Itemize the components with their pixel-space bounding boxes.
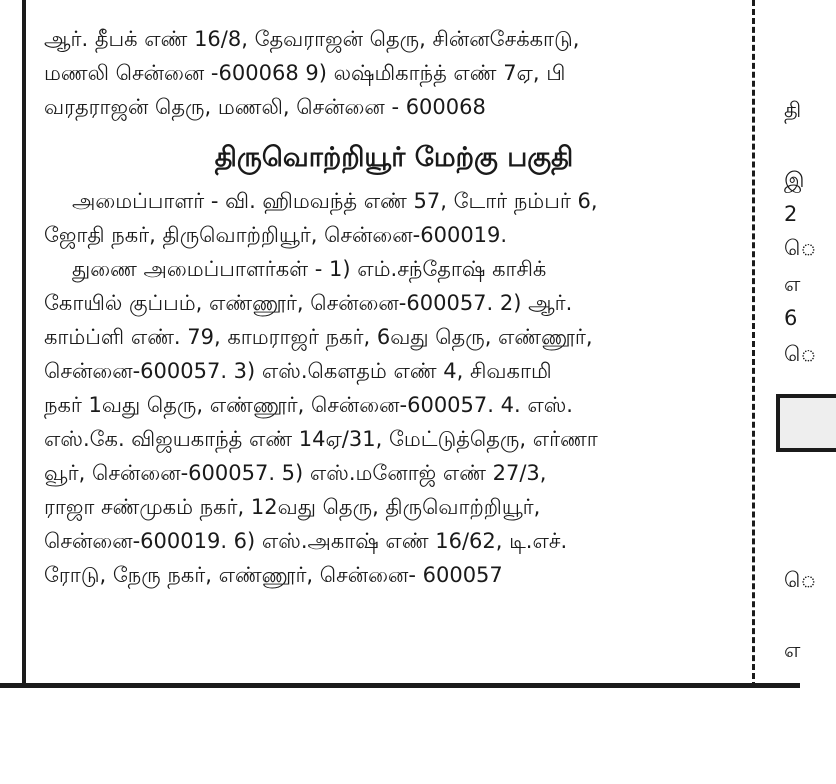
article-line: அமைப்பாளர் - வி. ஹிமவந்த் எண் 57, டோர் நம்பர் 6, xyxy=(72,189,598,213)
article-line: கோயில் குப்பம், எண்ணூர், சென்னை-600057. 2) ஆர். xyxy=(44,291,573,315)
cut-off-glyph: 6 xyxy=(784,306,798,330)
cut-off-glyph: ெ xyxy=(784,236,817,260)
article-line: ரோடு, நேரு நகர், எண்ணூர், சென்னை- 600057 xyxy=(44,563,503,587)
cut-off-glyph: ெ xyxy=(784,568,817,592)
article-line: எஸ்.கே. விஜயகாந்த் எண் 14ஏ/31, மேட்டுத்தெரு, எர்ணா xyxy=(44,427,598,451)
column-divider-dashed xyxy=(752,0,755,688)
article-line: மணலி சென்னை -600068 9) லஷ்மிகாந்த் எண் 7ஏ, பி xyxy=(44,61,566,85)
article-line: ஜோதி நகர், திருவொற்றியூர், சென்னை-600019. xyxy=(44,223,508,247)
cut-off-text-line xyxy=(44,6,744,22)
article-line: வரதராஜன் தெரு, மணலி, சென்னை - 600068 xyxy=(44,95,486,119)
article-line: நகர் 1வது தெரு, எண்ணூர், சென்னை-600057. 4. எஸ். xyxy=(44,393,573,417)
cut-off-glyph: 2 xyxy=(784,202,798,226)
article-line: காம்ப்ளி எண். 79, காமராஜர் நகர், 6வது தெரு, எண்ணூர், xyxy=(44,325,593,349)
cut-off-box xyxy=(776,394,836,452)
article-line: சென்னை-600019. 6) எஸ்.அகாஷ் எண் 16/62, டி.எச். xyxy=(44,529,568,553)
cut-off-glyph: இ xyxy=(784,168,805,192)
cut-off-glyph: எ xyxy=(784,638,801,662)
article-line: சென்னை-600057. 3) எஸ்.கௌதம் எண் 4, சிவகாமி xyxy=(44,359,552,383)
article-line: ராஜா சண்முகம் நகர், 12வது தெரு, திருவொற்றியூர், xyxy=(44,495,541,519)
column-border-left xyxy=(22,0,26,688)
article-column xyxy=(44,6,744,592)
adjacent-column-fragment xyxy=(760,0,817,688)
cut-off-glyph: ெ xyxy=(784,342,817,366)
cut-off-glyph: தி xyxy=(784,98,802,122)
article-line: ஆர். தீபக் எண் 16/8, தேவராஜன் தெரு, சின்னசேக்காடு, xyxy=(44,27,580,51)
cut-off-glyph: எ xyxy=(784,272,801,296)
article-line: துணை அமைப்பாளர்கள் - 1) எம்.சந்தோஷ் காசிக் xyxy=(72,257,547,281)
article-line: வூர், சென்னை-600057. 5) எஸ்.மனோஜ் எண் 27/3, xyxy=(44,461,547,485)
section-heading: திருவொற்றியூர் மேற்கு பகுதி xyxy=(214,142,574,173)
